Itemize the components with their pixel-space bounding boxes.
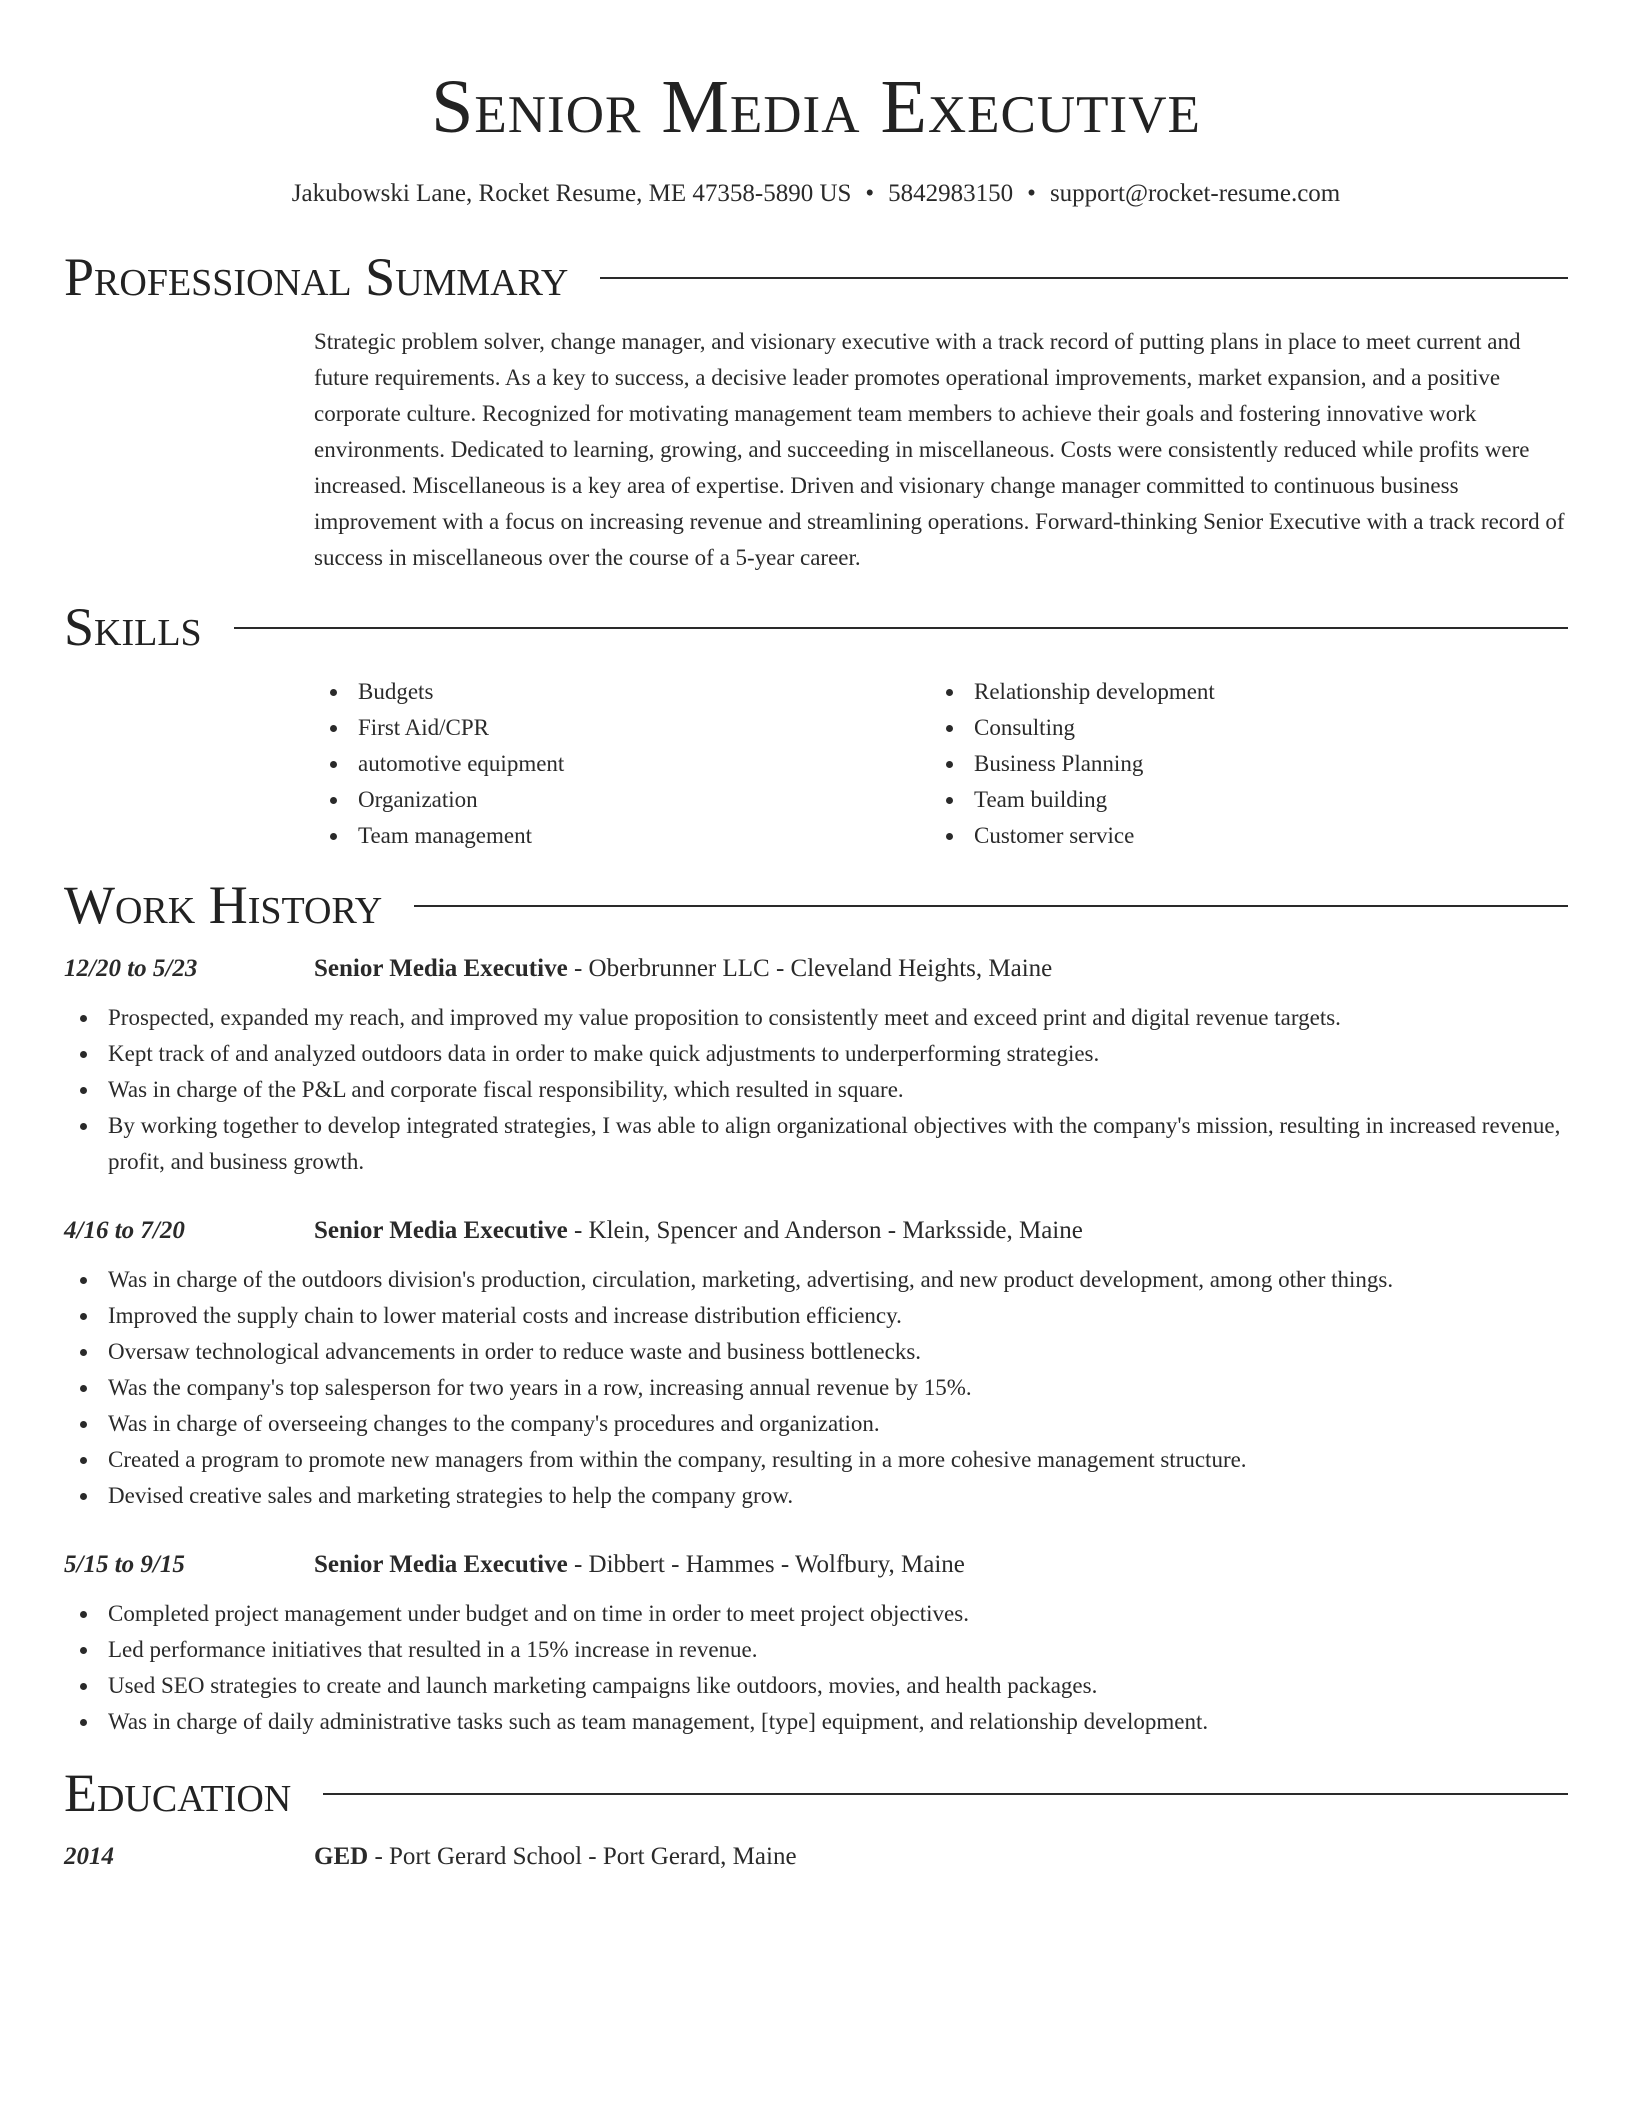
contact-address: Jakubowski Lane, Rocket Resume, ME 47358-5890 US xyxy=(291,180,852,207)
job-role: Senior Media Executive xyxy=(314,1217,568,1244)
job-role: Senior Media Executive xyxy=(314,1551,568,1578)
job-bullet: Created a program to promote new managers from within the company, resulting in a more cohesive management structure. xyxy=(64,1442,1568,1478)
skill-item: Organization xyxy=(314,782,930,818)
skills-section-header xyxy=(64,594,1568,660)
job-dates: 12/20 to 5/23 xyxy=(64,955,198,982)
summary-text: Strategic problem solver, change manager, and visionary executive with a track record of putting plans in place to meet current and future requirements. As a key to success, a decisive leader promotes operational improvements, market expansion, and a positive corporate culture. Recognized for motivating management team members to achieve their goals and fostering innovative work environments. Dedicated to learning, growing, and succeeding in miscellaneous. Costs were consistently reduced while profits were increased. Miscellaneous is a key area of expertise. Driven and visionary change manager committed to continuous business improvement with a focus on increasing revenue and streamlining operations. Forward-thinking Senior Executive with a track record of success in miscellaneous over the course of a 5-year career. xyxy=(314,329,1565,570)
job-entry xyxy=(64,1212,1568,1514)
section-divider xyxy=(323,1793,1568,1795)
resume-page xyxy=(64,0,1568,1876)
job-bullet: Devised creative sales and marketing strategies to help the company grow. xyxy=(64,1478,1568,1514)
resume-name: Senior Media Executive xyxy=(431,65,1201,149)
contact-line xyxy=(64,178,1568,210)
skill-item: Relationship development xyxy=(930,674,1546,710)
skill-item: Team building xyxy=(930,782,1546,818)
job-header xyxy=(64,950,1568,988)
work-section-title: Work History xyxy=(64,875,383,935)
job-bullets xyxy=(64,1596,1568,1740)
job-bullet: Prospected, expanded my reach, and improved my value proposition to consistently meet and exceed print and digital revenue targets. xyxy=(64,1000,1568,1036)
education-degree: GED xyxy=(314,1843,369,1870)
skill-item: Budgets xyxy=(314,674,930,710)
job-bullets xyxy=(64,1000,1568,1180)
education-heading xyxy=(314,1838,797,1876)
contact-separator: • xyxy=(865,180,875,207)
contact-phone: 5842983150 xyxy=(888,180,1014,207)
section-divider xyxy=(414,905,1568,907)
job-entry xyxy=(64,950,1568,1180)
skill-item: Consulting xyxy=(930,710,1546,746)
job-bullets xyxy=(64,1262,1568,1514)
job-details: - Klein, Spencer and Anderson - Marksside, Maine xyxy=(567,1217,1083,1244)
education-entry xyxy=(64,1838,1568,1876)
contact-separator: • xyxy=(1027,180,1036,207)
job-bullet: Used SEO strategies to create and launch marketing campaigns like outdoors, movies, and health packages. xyxy=(64,1668,1568,1704)
job-bullet: Kept track of and analyzed outdoors data in order to make quick adjustments to underperforming strategies. xyxy=(64,1036,1568,1072)
job-bullet: Improved the supply chain to lower material costs and increase distribution efficiency. xyxy=(64,1298,1568,1334)
job-heading xyxy=(314,1212,1083,1250)
job-bullet: Was in charge of the outdoors division's production, circulation, marketing, advertising, and new product development, among other things. xyxy=(64,1262,1568,1298)
job-entry xyxy=(64,1546,1568,1740)
job-bullet: Was the company's top salesperson for two years in a row, increasing annual revenue by 15%. xyxy=(64,1370,1568,1406)
education-section-header xyxy=(64,1760,1568,1826)
job-bullet: Oversaw technological advancements in order to reduce waste and business bottlenecks. xyxy=(64,1334,1568,1370)
skill-item: First Aid/CPR xyxy=(314,710,930,746)
job-dates: 5/15 to 9/15 xyxy=(64,1551,185,1578)
job-bullet: Was in charge of daily administrative tasks such as team management, [type] equipment, and relationship development. xyxy=(64,1704,1568,1740)
job-dates: 4/16 to 7/20 xyxy=(64,1217,185,1244)
section-divider xyxy=(600,277,1568,279)
skills-column-right xyxy=(930,674,1546,854)
education-year: 2014 xyxy=(64,1843,114,1870)
job-heading xyxy=(314,1546,965,1584)
contact-email[interactable]: support@rocket-resume.com xyxy=(1049,180,1341,207)
skill-item: Business Planning xyxy=(930,746,1546,782)
summary-section-header xyxy=(64,244,1568,310)
skills-section-title: Skills xyxy=(64,597,202,657)
summary-section-title: Professional Summary xyxy=(64,247,569,307)
education-details: - Port Gerard School - Port Gerard, Maine xyxy=(368,1843,797,1870)
job-bullet: Completed project management under budget and on time in order to meet project objectives. xyxy=(64,1596,1568,1632)
job-header xyxy=(64,1212,1568,1250)
skill-item: Customer service xyxy=(930,818,1546,854)
job-details: - Dibbert - Hammes - Wolfbury, Maine xyxy=(567,1551,965,1578)
education-line xyxy=(64,1838,1568,1876)
skills-list xyxy=(314,674,1568,854)
job-bullet: Was in charge of overseeing changes to the company's procedures and organization. xyxy=(64,1406,1568,1442)
work-section-header xyxy=(64,872,1568,938)
education-section-title: Education xyxy=(64,1763,292,1823)
job-bullet: Led performance initiatives that resulted in a 15% increase in revenue. xyxy=(64,1632,1568,1668)
skills-column-left xyxy=(314,674,930,854)
job-header xyxy=(64,1546,1568,1584)
job-heading xyxy=(314,950,1052,988)
skill-item: Team management xyxy=(314,818,930,854)
job-bullet: Was in charge of the P&L and corporate fiscal responsibility, which resulted in square. xyxy=(64,1072,1568,1108)
section-divider xyxy=(234,627,1568,629)
job-bullet: By working together to develop integrated strategies, I was able to align organizational objectives with the company's mission, resulting in increased revenue, profit, and business growth. xyxy=(64,1108,1568,1180)
skill-item: automotive equipment xyxy=(314,746,930,782)
job-details: - Oberbrunner LLC - Cleveland Heights, Maine xyxy=(567,955,1053,982)
job-role: Senior Media Executive xyxy=(314,955,568,982)
